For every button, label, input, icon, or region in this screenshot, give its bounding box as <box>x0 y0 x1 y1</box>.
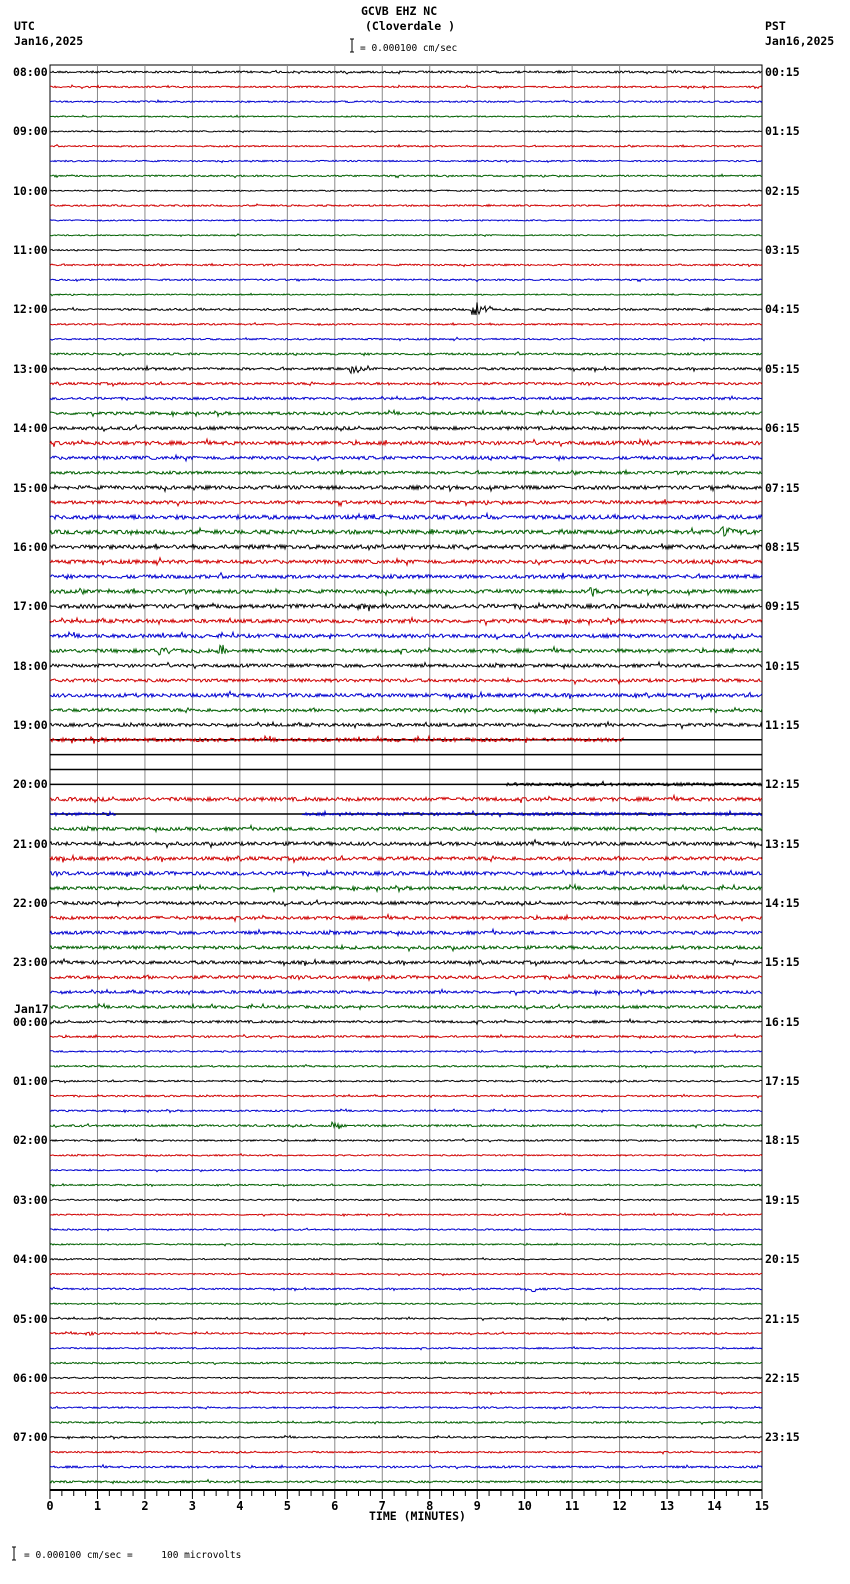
pst-hour-label: 11:15 <box>765 717 800 732</box>
seismic-trace <box>50 115 762 117</box>
x-tick-label: 5 <box>283 1499 291 1513</box>
x-tick-label: 3 <box>188 1499 197 1513</box>
seismic-trace <box>50 514 762 520</box>
seismic-trace <box>50 396 762 400</box>
pst-hour-label: 23:15 <box>765 1430 800 1445</box>
seismic-trace <box>50 645 762 655</box>
pst-hour-label: 08:15 <box>765 539 800 554</box>
seismic-trace <box>50 323 762 326</box>
x-tick-label: 9 <box>473 1499 481 1513</box>
seismic-trace <box>50 856 762 863</box>
seismic-trace <box>50 870 762 876</box>
seismic-trace <box>50 1391 762 1394</box>
pst-hour-label: 07:15 <box>765 480 800 495</box>
seismic-trace <box>50 722 762 729</box>
utc-hour-label: 02:00 <box>13 1133 48 1148</box>
seismic-trace <box>50 632 762 639</box>
x-axis-label: TIME (MINUTES) <box>369 1509 466 1523</box>
utc-hour-label: 10:00 <box>13 183 48 198</box>
seismic-trace <box>50 1451 762 1454</box>
seismic-trace <box>50 959 762 966</box>
seismic-trace <box>50 1436 762 1439</box>
pst-hour-label: 22:15 <box>765 1370 800 1385</box>
x-tick-label: 6 <box>331 1499 339 1513</box>
seismic-trace <box>50 1109 762 1112</box>
seismic-trace <box>50 527 762 536</box>
seismic-trace <box>50 454 762 461</box>
seismic-trace <box>50 929 762 935</box>
seismic-trace <box>50 1243 762 1246</box>
seismic-trace <box>50 1303 762 1305</box>
x-tick-label: 1 <box>93 1499 102 1513</box>
pst-hour-label: 09:15 <box>765 599 800 614</box>
utc-hour-label: 03:00 <box>13 1192 48 1207</box>
seismic-trace <box>50 204 762 207</box>
utc-hour-label: 07:00 <box>13 1430 48 1445</box>
scale-text: = 0.000100 cm/sec <box>360 43 458 54</box>
seismic-trace <box>50 174 762 177</box>
pst-hour-label: 18:15 <box>765 1133 800 1148</box>
seismic-trace <box>50 302 762 315</box>
utc-hour-label: 20:00 <box>13 777 48 792</box>
seismic-trace <box>50 989 762 995</box>
pst-hour-label: 15:15 <box>765 955 800 970</box>
seismic-trace <box>50 219 762 221</box>
seismic-trace <box>50 1050 762 1053</box>
seismic-trace <box>50 825 762 831</box>
pst-hour-label: 20:15 <box>765 1252 800 1267</box>
seismic-trace <box>50 795 762 803</box>
seismic-trace <box>50 1287 762 1291</box>
seismic-trace <box>50 840 762 848</box>
x-tick-label: 12 <box>612 1499 627 1513</box>
pst-hour-label: 17:15 <box>765 1074 800 1089</box>
pst-hour-label: 21:15 <box>765 1311 800 1326</box>
pst-hour-label: 02:15 <box>765 183 800 198</box>
pst-hour-label: 06:15 <box>765 421 800 436</box>
right-timezone: PST <box>765 19 786 33</box>
seismic-trace <box>50 915 762 922</box>
pst-hour-label: 19:15 <box>765 1192 800 1207</box>
x-tick-label: 4 <box>236 1499 244 1513</box>
seismic-trace <box>50 1154 762 1157</box>
right-date: Jan16,2025 <box>765 34 835 48</box>
seismic-trace <box>506 781 762 787</box>
seismic-trace <box>50 708 762 713</box>
utc-hour-label: 12:00 <box>13 302 48 317</box>
seismic-trace <box>50 337 762 340</box>
utc-hour-label: 17:00 <box>13 599 48 614</box>
utc-hour-label: 04:00 <box>13 1252 48 1267</box>
chart-title: GCVB EHZ NC <box>361 4 438 18</box>
pst-hour-label: 04:15 <box>765 302 800 317</box>
seismic-trace <box>50 588 762 597</box>
seismic-trace <box>50 1317 762 1320</box>
chart-subtitle: (Cloverdale ) <box>365 19 456 33</box>
date-change-label: Jan17 <box>14 1002 49 1016</box>
seismic-trace <box>50 1094 762 1097</box>
seismic-trace <box>50 70 762 74</box>
seismic-trace <box>50 618 762 625</box>
seismic-trace <box>50 558 762 565</box>
seismic-trace <box>50 439 762 447</box>
seismic-trace <box>50 1169 762 1172</box>
seismic-trace <box>50 425 762 431</box>
seismic-trace <box>50 691 762 699</box>
seismic-trace <box>50 264 762 267</box>
seismic-trace <box>50 366 762 373</box>
seismic-trace <box>50 975 762 980</box>
pst-hour-label: 00:15 <box>765 65 800 79</box>
seismic-trace <box>50 1377 762 1379</box>
seismic-trace <box>50 1184 762 1187</box>
x-tick-label: 11 <box>564 1499 580 1513</box>
seismic-trace <box>50 485 762 491</box>
x-tick-label: 10 <box>517 1499 532 1513</box>
seismic-trace <box>50 678 762 684</box>
seismic-trace <box>50 1406 762 1409</box>
pst-hour-label: 01:15 <box>765 124 800 139</box>
utc-hour-label: 01:00 <box>13 1074 48 1089</box>
footer-scale-bar-icon <box>12 1547 16 1560</box>
seismic-trace <box>50 130 762 132</box>
seismic-trace <box>50 1258 762 1261</box>
utc-hour-label: 19:00 <box>13 717 48 732</box>
seismic-trace <box>50 352 762 356</box>
utc-hour-label: 08:00 <box>13 65 48 79</box>
seismic-trace <box>50 1139 762 1142</box>
seismic-trace <box>50 573 762 580</box>
utc-hour-label: 18:00 <box>13 658 48 673</box>
x-tick-label: 8 <box>426 1499 434 1513</box>
seismic-trace <box>50 1465 762 1469</box>
utc-hour-label: 09:00 <box>13 124 48 139</box>
utc-hour-label: 21:00 <box>13 836 48 851</box>
left-timezone: UTC <box>14 19 35 33</box>
seismic-trace <box>50 234 762 237</box>
utc-hour-label: 23:00 <box>13 955 48 970</box>
footer-scale-text: = 0.000100 cm/sec = 100 microvolts <box>24 1550 242 1561</box>
seismic-trace <box>50 410 762 416</box>
seismic-trace <box>50 1480 762 1484</box>
seismic-trace <box>50 1199 762 1202</box>
utc-hour-label: 16:00 <box>13 539 48 554</box>
x-tick-label: 14 <box>707 1499 722 1513</box>
x-tick-label: 7 <box>378 1499 386 1513</box>
seismic-trace <box>50 945 762 951</box>
seismic-trace <box>50 160 762 162</box>
utc-hour-label: 22:00 <box>13 896 48 911</box>
pst-hour-label: 14:15 <box>765 896 800 911</box>
utc-hour-label: 15:00 <box>13 480 48 495</box>
seismic-trace <box>50 1273 762 1275</box>
x-tick-label: 15 <box>754 1499 770 1513</box>
seismic-trace <box>50 100 762 102</box>
seismic-trace <box>50 900 762 906</box>
utc-hour-label: 00:00 <box>13 1014 48 1029</box>
seismic-trace <box>50 1332 762 1336</box>
scale-bar-icon <box>350 39 354 52</box>
utc-hour-label: 05:00 <box>13 1311 48 1326</box>
seismic-trace <box>50 249 762 251</box>
seismic-trace <box>50 85 762 88</box>
utc-hour-label: 14:00 <box>13 421 48 436</box>
seismic-trace <box>50 662 762 668</box>
seismic-trace <box>50 145 762 148</box>
seismic-trace <box>50 1361 762 1364</box>
pst-hour-label: 16:15 <box>765 1014 800 1029</box>
seismic-trace <box>50 382 762 386</box>
utc-hour-label: 06:00 <box>13 1370 48 1385</box>
seismic-trace <box>50 1421 762 1424</box>
seismic-trace <box>50 544 762 550</box>
pst-hour-label: 10:15 <box>765 658 800 673</box>
utc-hour-label: 13:00 <box>13 361 48 376</box>
seismic-trace <box>50 1065 762 1068</box>
seismic-trace <box>50 1347 762 1350</box>
seismic-trace <box>50 190 762 192</box>
x-tick-label: 13 <box>659 1499 675 1513</box>
seismic-trace <box>50 1122 762 1129</box>
pst-hour-label: 05:15 <box>765 361 800 376</box>
x-tick-label: 0 <box>46 1499 54 1513</box>
seismic-trace <box>50 885 762 892</box>
seismic-trace <box>50 470 762 475</box>
seismic-trace <box>50 1228 762 1231</box>
seismic-trace <box>50 603 762 611</box>
seismic-trace <box>50 1213 762 1216</box>
pst-hour-label: 12:15 <box>765 777 800 792</box>
pst-hour-label: 13:15 <box>765 836 800 851</box>
pst-hour-label: 03:15 <box>765 243 800 258</box>
seismic-trace <box>50 1080 762 1083</box>
utc-hour-label: 11:00 <box>13 243 48 258</box>
left-date: Jan16,2025 <box>14 34 84 48</box>
seismic-trace <box>50 1004 762 1010</box>
x-tick-label: 2 <box>141 1499 149 1513</box>
seismic-trace <box>50 499 762 506</box>
seismic-trace <box>50 279 762 282</box>
seismic-trace <box>50 1034 762 1038</box>
seismic-trace <box>50 293 762 295</box>
seismic-trace <box>50 1019 762 1024</box>
